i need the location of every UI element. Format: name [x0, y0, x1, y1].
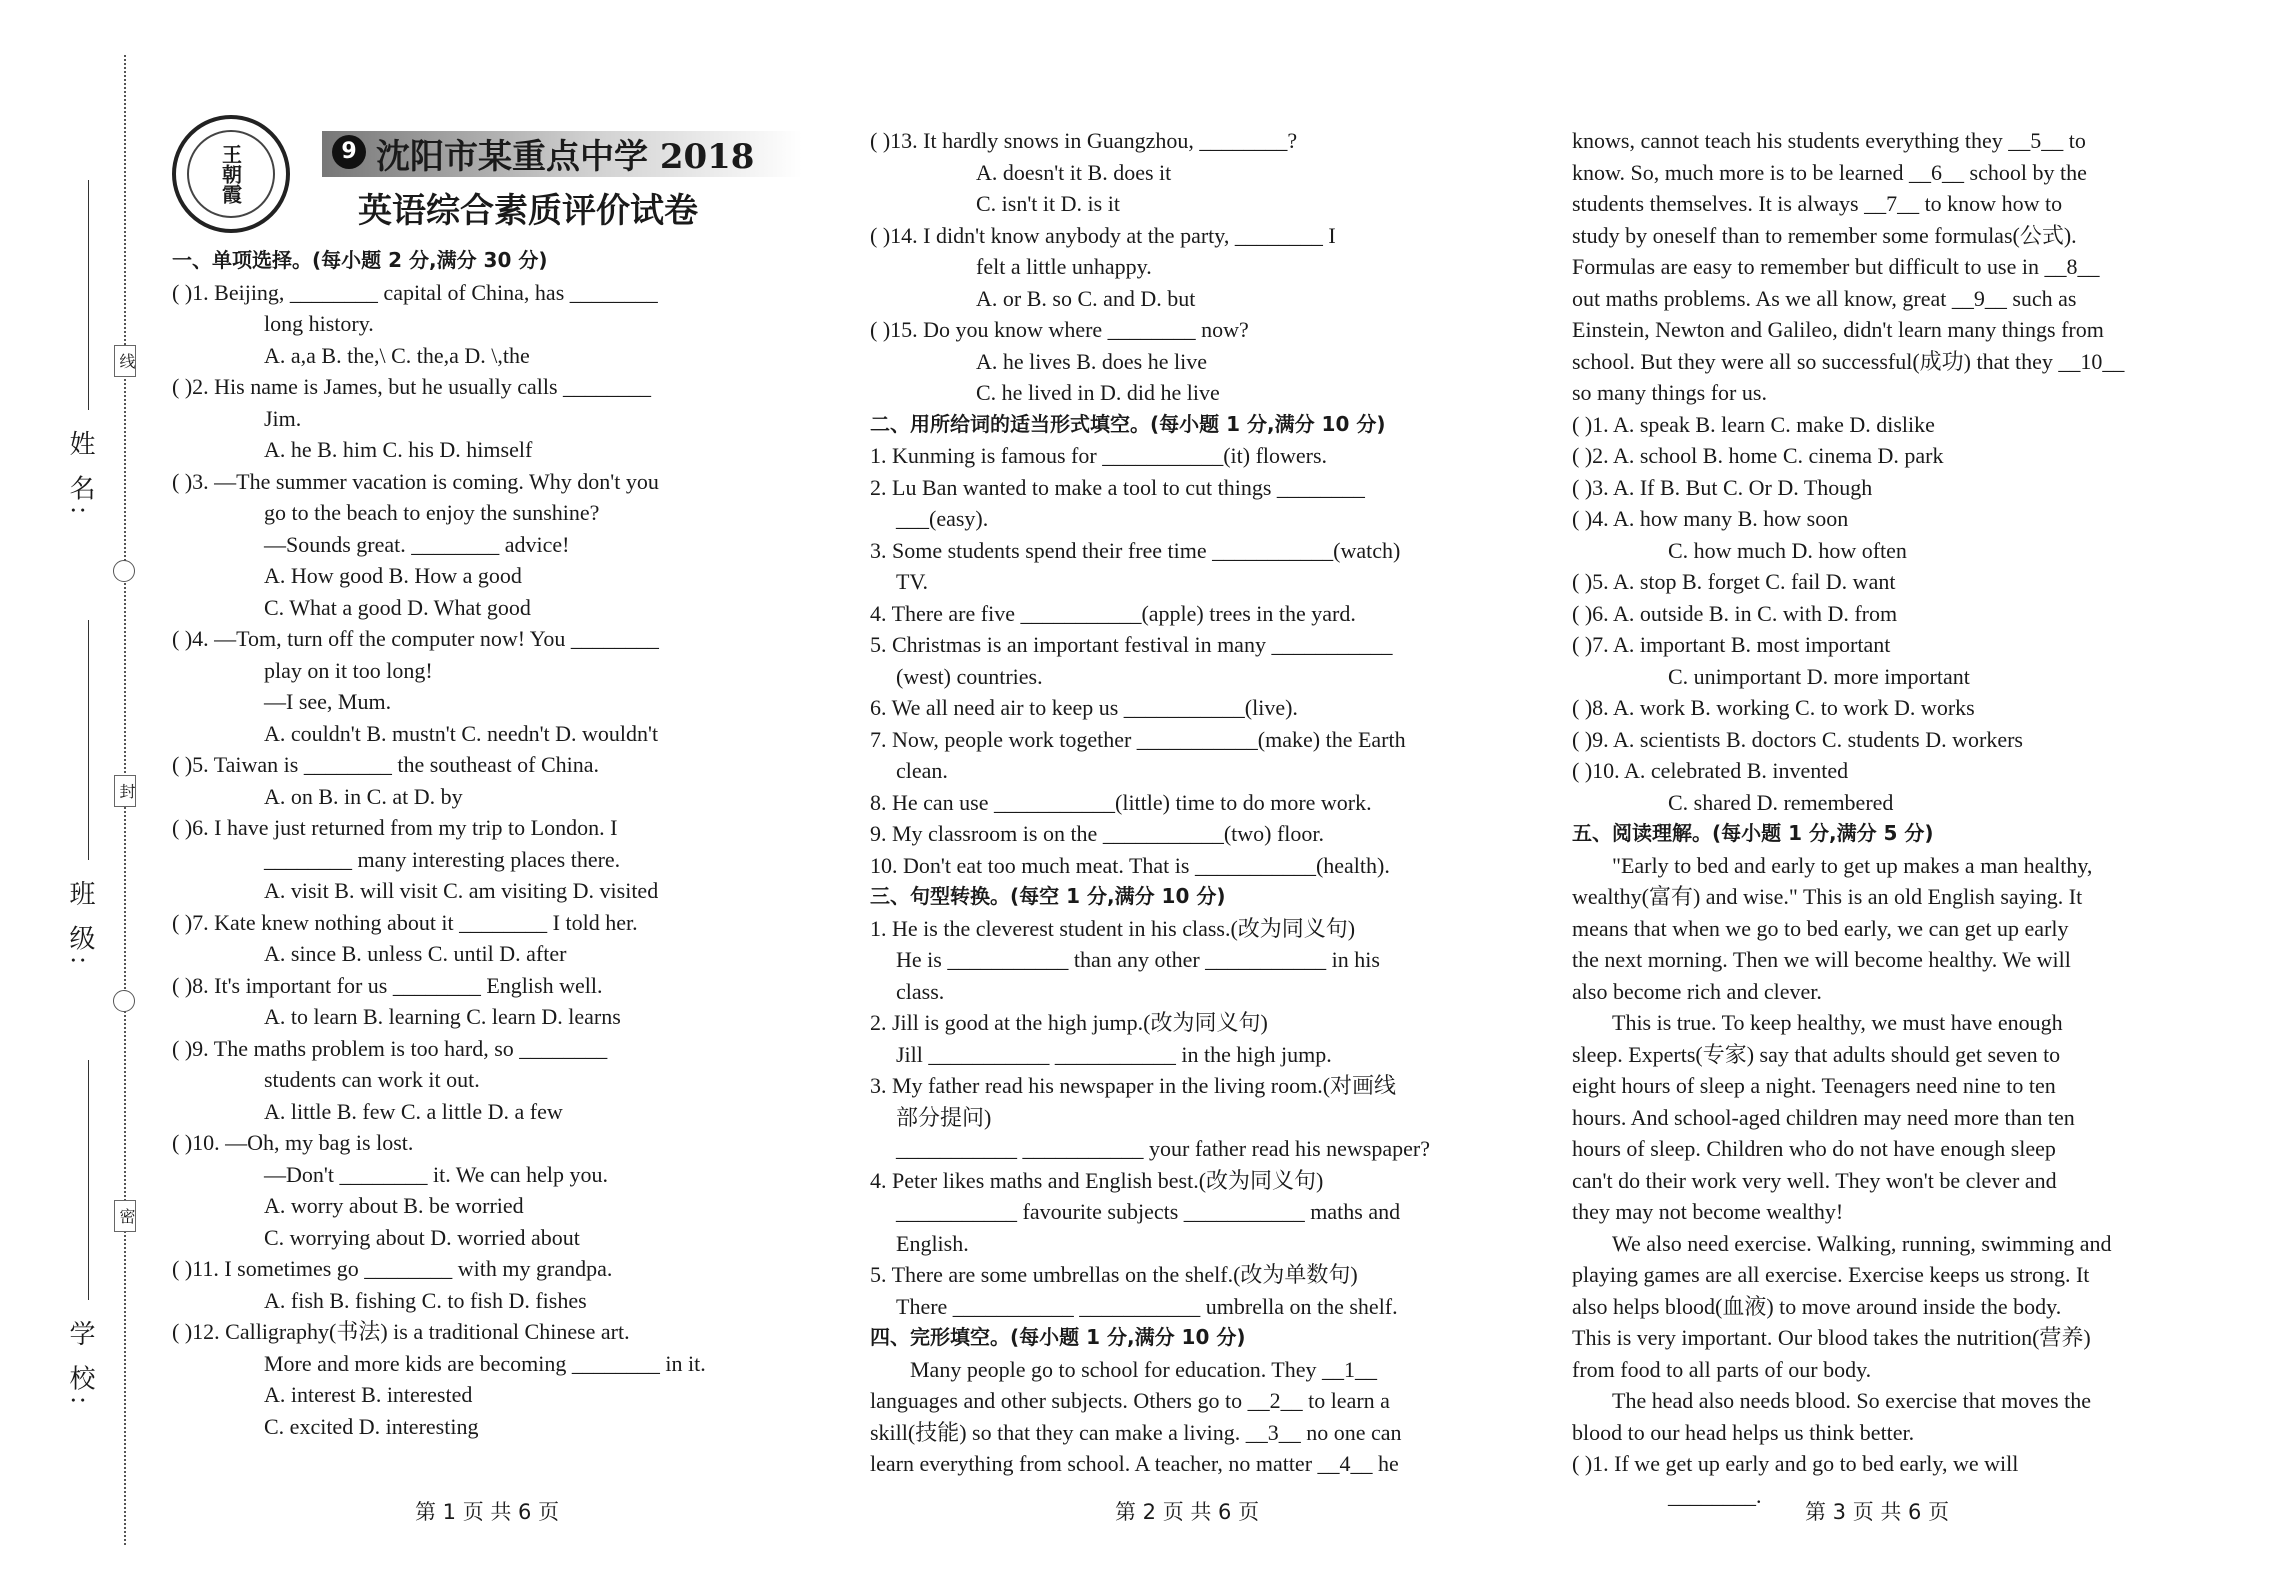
- text-line: ___________ favourite subjects ___________ maths and: [896, 1199, 1401, 1224]
- text-line: ( )11. I sometimes go ________ with my grandpa.: [172, 1256, 613, 1281]
- text-line: —Don't ________ it. We can help you.: [264, 1161, 608, 1187]
- answer-options: A. he lives B. does he live: [976, 348, 1207, 374]
- text-line: ( )2. A. school B. home C. cinema D. park: [1572, 443, 1944, 468]
- page-footer-2: 第 2 页 共 6 页: [1115, 1500, 1260, 1524]
- text-line: ( )8. It's important for us ________ English well.: [172, 972, 603, 998]
- text-line: ( )13. It hardly snows in Guangzhou, ________?: [870, 128, 1298, 153]
- text-line: students themselves. It is always __7__ to know how to: [1572, 191, 2063, 216]
- text-line: ( )3. —The summer vacation is coming. Why don't you: [172, 468, 659, 494]
- text-line: 5. There are some umbrellas on the shelf.(改为单数句): [870, 1262, 1358, 1287]
- text-line: 3. My father read his newspaper in the living room.(对画线: [870, 1073, 1397, 1098]
- paper-number-badge: 9: [332, 135, 366, 169]
- text-line: blood to our head helps us think better.: [1572, 1419, 1915, 1445]
- text-line: ( )10. A. celebrated B. invented: [1572, 758, 1849, 783]
- text-line: There ___________ ___________ umbrella on the shelf.: [896, 1293, 1398, 1319]
- page-1-column: [172, 245, 810, 1442]
- text-line: 7. Now, people work together ___________(make) the Earth: [870, 726, 1406, 752]
- text-line: languages and other subjects. Others go to __2__ to learn a: [870, 1388, 1390, 1413]
- text-line: 6. We all need air to keep us ___________(live).: [870, 695, 1298, 720]
- text-line: 1. He is the cleverest student in his class.(改为同义句): [870, 915, 1356, 941]
- section-heading: 一、单项选择。(每小题 2 分,满分 30 分): [172, 248, 548, 272]
- school-field-line: [88, 1060, 89, 1300]
- text-line: 8. He can use ___________(little) time to do more work.: [870, 789, 1372, 815]
- text-line: ( )1. If we get up early and go to bed early, we will: [1572, 1451, 2019, 1476]
- text-line: ( )1. Beijing, ________ capital of China, has ________: [172, 279, 658, 305]
- text-line: from food to all parts of our body.: [1572, 1356, 1872, 1382]
- text-line: ( )1. A. speak B. learn C. make D. dislike: [1572, 411, 1935, 437]
- seal-mark-seal: 封: [114, 775, 136, 807]
- text-line: ( )4. —Tom, turn off the computer now! You ________: [172, 626, 659, 651]
- text-line: 9. My classroom is on the ___________(two) floor.: [870, 821, 1325, 846]
- text-line: sleep. Experts(专家) say that adults should get seven to: [1572, 1041, 2061, 1067]
- text-line: felt a little unhappy.: [976, 254, 1152, 279]
- answer-options: A. How good B. How a good: [264, 563, 522, 588]
- answer-options: C. shared D. remembered: [1668, 789, 1894, 815]
- binding-margin: [0, 0, 150, 1582]
- text-line: —Sounds great. ________ advice!: [264, 531, 570, 557]
- seal-mark-line: 线: [114, 345, 136, 377]
- text-line: students can work it out.: [264, 1067, 480, 1092]
- page-footer-1: 第 1 页 共 6 页: [415, 1500, 560, 1524]
- class-field-line: [88, 620, 89, 860]
- exam-title-line1: 沈阳市某重点中学 2018: [376, 137, 755, 177]
- text-line: study by oneself than to remember some formulas(公式).: [1572, 222, 2077, 248]
- text-line: More and more kids are becoming ________ in it.: [264, 1350, 706, 1376]
- text-line: English.: [896, 1230, 969, 1256]
- text-line: means that when we go to bed early, we can get up early: [1572, 915, 2069, 941]
- text-line: ___________ ___________ your father read his newspaper?: [896, 1136, 1430, 1161]
- answer-options: A. since B. unless C. until D. after: [264, 941, 567, 966]
- binding-hole-icon: [113, 990, 135, 1012]
- answer-options: A. or B. so C. and D. but: [976, 285, 1196, 311]
- answer-options: C. unimportant D. more important: [1668, 663, 1970, 689]
- text-line: ( )4. A. how many B. how soon: [1572, 506, 1849, 531]
- text-line: class.: [896, 978, 945, 1004]
- text-line: 2. Lu Ban wanted to make a tool to cut things ________: [870, 474, 1365, 500]
- text-line: 4. There are five ___________(apple) trees in the yard.: [870, 600, 1356, 626]
- text-line: ( )12. Calligraphy(书法) is a traditional Chinese art.: [172, 1319, 630, 1344]
- text-line: 3. Some students spend their free time ___________(watch): [870, 537, 1401, 563]
- seal-mark-secret: 密: [114, 1200, 136, 1232]
- page-footer-3: 第 3 页 共 6 页: [1805, 1500, 1950, 1524]
- text-line: ( )8. A. work B. working C. to work D. works: [1572, 695, 1975, 720]
- text-line: 10. Don't eat too much meat. That is ___________(health).: [870, 852, 1390, 878]
- text-line: know. So, much more is to be learned __6__ school by the: [1572, 159, 2087, 185]
- text-line: ___(easy).: [896, 506, 989, 531]
- section-heading: 二、用所给词的适当形式填空。(每小题 1 分,满分 10 分): [870, 411, 1386, 436]
- answer-options: A. worry about B. be worried: [264, 1193, 524, 1218]
- text-line: —I see, Mum.: [264, 689, 392, 714]
- text-line: ( )15. Do you know where ________ now?: [870, 317, 1249, 342]
- text-line: (west) countries.: [896, 663, 1043, 689]
- answer-options: A. doesn't it B. does it: [976, 159, 1172, 185]
- text-line: Einstein, Newton and Galileo, didn't learn many things from: [1572, 317, 2104, 342]
- logo-text: 王朝霞: [187, 130, 275, 218]
- answer-options: C. isn't it D. is it: [976, 191, 1120, 216]
- answer-options: C. What a good D. What good: [264, 594, 531, 620]
- text-line: He is ___________ than any other ___________ in his: [896, 947, 1380, 972]
- publisher-logo: [172, 115, 290, 233]
- text-line: knows, cannot teach his students everything they __5__ to: [1572, 128, 2086, 153]
- text-line: ( )9. The maths problem is too hard, so ________: [172, 1035, 608, 1061]
- answer-options: A. on B. in C. at D. by: [264, 783, 463, 809]
- text-line: ( )3. A. If B. But C. Or D. Though: [1572, 474, 1873, 500]
- answer-options: A. fish B. fishing C. to fish D. fishes: [264, 1287, 587, 1313]
- text-line: 4. Peter likes maths and English best.(改为同义句): [870, 1167, 1324, 1193]
- answer-options: C. he lived in D. did he live: [976, 380, 1220, 405]
- answer-options: A. little B. few C. a little D. a few: [264, 1098, 563, 1124]
- section-heading: 五、阅读理解。(每小题 1 分,满分 5 分): [1572, 821, 1934, 845]
- answer-options: A. he B. him C. his D. himself: [264, 437, 533, 462]
- text-line: The head also needs blood. So exercise that moves the: [1612, 1388, 2091, 1413]
- section-heading: 三、句型转换。(每空 1 分,满分 10 分): [870, 884, 1226, 908]
- text-line: ( )9. A. scientists B. doctors C. students D. workers: [1572, 726, 2023, 752]
- answer-options: A. visit B. will visit C. am visiting D. visited: [264, 878, 659, 903]
- text-line: 5. Christmas is an important festival in many ___________: [870, 632, 1393, 657]
- text-line: also become rich and clever.: [1572, 978, 1822, 1004]
- text-line: Formulas are easy to remember but difficult to use in __8__: [1572, 254, 2100, 279]
- text-line: 1. Kunming is famous for ___________(it) flowers.: [870, 443, 1328, 468]
- text-line: go to the beach to enjoy the sunshine?: [264, 500, 600, 525]
- text-line: learn everything from school. A teacher, no matter __4__ he: [870, 1451, 1399, 1476]
- text-line: ( )7. A. important B. most important: [1572, 632, 1891, 657]
- text-line: the next morning. Then we will become healthy. We will: [1572, 947, 2071, 972]
- text-line: playing games are all exercise. Exercise keeps us strong. It: [1572, 1262, 2090, 1287]
- text-line: ( )6. A. outside B. in C. with D. from: [1572, 600, 1898, 626]
- text-line: This is very important. Our blood takes the nutrition(营养): [1572, 1325, 2091, 1350]
- section-heading: 四、完形填空。(每小题 1 分,满分 10 分): [870, 1325, 1246, 1349]
- text-line: they may not become wealthy!: [1572, 1199, 1844, 1224]
- text-line: ( )6. I have just returned from my trip to London. I: [172, 815, 618, 840]
- text-line: ________ many interesting places there.: [264, 846, 621, 872]
- answer-options: A. a,a B. the,\ C. the,a D. \,the: [264, 342, 530, 368]
- text-line: eight hours of sleep a night. Teenagers need nine to ten: [1572, 1073, 2056, 1098]
- text-line: play on it too long!: [264, 657, 433, 683]
- name-label: 姓 名:: [66, 430, 95, 520]
- text-line: TV.: [896, 569, 928, 594]
- answer-options: C. how much D. how often: [1668, 537, 1907, 563]
- page-3-column: [1572, 125, 2208, 1511]
- text-line: Many people go to school for education. They __1__: [910, 1356, 1377, 1382]
- text-line: skill(技能) so that they can make a living. __3__ no one can: [870, 1419, 1402, 1445]
- text-line: ( )7. Kate knew nothing about it ________ I told her.: [172, 909, 638, 935]
- answer-options: A. to learn B. learning C. learn D. learns: [264, 1004, 621, 1029]
- text-line: hours. And school-aged children may need more than ten: [1572, 1104, 2075, 1130]
- text-line: ( )14. I didn't know anybody at the party, ________ I: [870, 222, 1336, 248]
- text-line: wealthy(富有) and wise." This is an old English saying. It: [1572, 884, 2083, 909]
- text-line: ________.: [1668, 1482, 1762, 1508]
- binding-hole-icon: [113, 560, 135, 582]
- text-line: This is true. To keep healthy, we must have enough: [1612, 1010, 2063, 1035]
- answer-options: A. couldn't B. mustn't C. needn't D. wouldn't: [264, 720, 659, 746]
- text-line: ( )10. —Oh, my bag is lost.: [172, 1130, 414, 1155]
- answer-options: A. interest B. interested: [264, 1382, 473, 1407]
- exam-header: [172, 115, 812, 235]
- school-label: 学 校:: [66, 1320, 95, 1410]
- text-line: out maths problems. As we all know, great __9__ such as: [1572, 285, 2077, 311]
- text-line: also helps blood(血液) to move around inside the body.: [1572, 1293, 2062, 1319]
- text-line: can't do their work very well. They won't be clever and: [1572, 1167, 2057, 1193]
- text-line: 部分提问): [896, 1104, 992, 1130]
- answer-options: C. excited D. interesting: [264, 1413, 479, 1439]
- text-line: "Early to bed and early to get up makes a man healthy,: [1612, 852, 2093, 878]
- text-line: ( )2. His name is James, but he usually calls ________: [172, 374, 652, 399]
- text-line: long history.: [264, 311, 374, 336]
- text-line: We also need exercise. Walking, running, swimming and: [1612, 1230, 2112, 1256]
- text-line: Jill ___________ ___________ in the high jump.: [896, 1041, 1332, 1067]
- text-line: ( )5. A. stop B. forget C. fail D. want: [1572, 569, 1896, 594]
- text-line: hours of sleep. Children who do not have enough sleep: [1572, 1136, 2056, 1161]
- class-label: 班 级:: [66, 880, 95, 970]
- text-line: 2. Jill is good at the high jump.(改为同义句): [870, 1010, 1268, 1035]
- text-line: so many things for us.: [1572, 380, 1767, 405]
- exam-title-line2: 英语综合素质评价试卷: [358, 191, 698, 231]
- answer-options: C. worrying about D. worried about: [264, 1224, 580, 1250]
- text-line: ( )5. Taiwan is ________ the southeast of China.: [172, 752, 599, 777]
- text-line: clean.: [896, 758, 948, 783]
- text-line: Jim.: [264, 405, 302, 431]
- page-2-column: [870, 125, 1508, 1480]
- name-field-line: [88, 180, 89, 410]
- text-line: school. But they were all so successful(成功) that they __10__: [1572, 348, 2125, 374]
